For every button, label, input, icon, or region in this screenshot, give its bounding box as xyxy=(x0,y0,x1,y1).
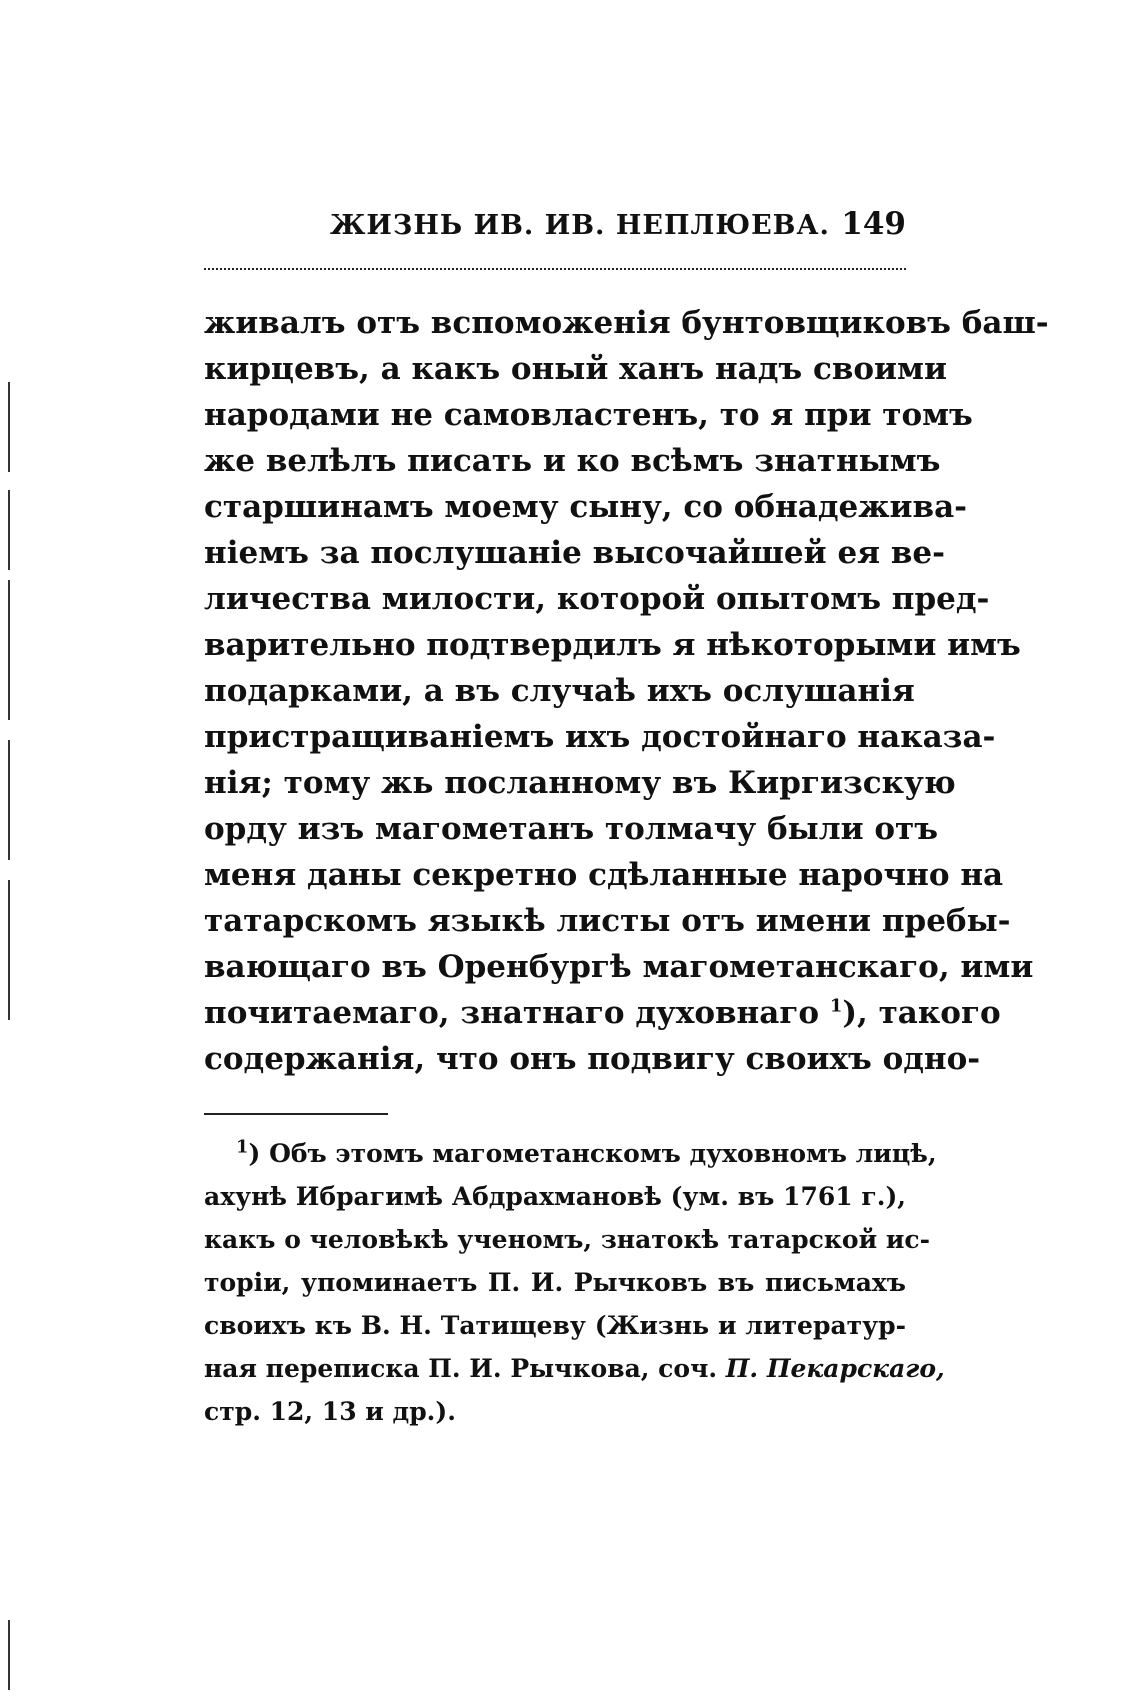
page-number: 149 xyxy=(841,206,906,242)
footnote-reference: 1 xyxy=(829,995,843,1017)
margin-scan-mark xyxy=(8,580,10,720)
margin-scan-mark xyxy=(8,740,10,860)
margin-scan-mark xyxy=(8,490,10,570)
footnote-marker: 1 xyxy=(236,1136,249,1158)
header-rule xyxy=(204,268,906,270)
text-line: вающаго въ Оренбургѣ магометанскаго, ими xyxy=(204,949,1034,985)
footnote-line xyxy=(204,1132,937,1175)
footnote-line: своихъ къ В. Н. Татищеву (Жизнь и литератур- xyxy=(204,1311,906,1340)
footnote-line-plain: ная переписка П. И. Рычкова, соч. xyxy=(204,1354,726,1383)
margin-scan-mark xyxy=(8,1620,10,1690)
text-line: живалъ отъ вспоможенія бунтовщиковъ баш- xyxy=(204,305,1049,341)
text-line: народами не самовластенъ, то я при томъ xyxy=(204,397,973,433)
footnote xyxy=(204,1132,945,1433)
text-line: пристращиваніемъ ихъ достойнаго наказа- xyxy=(204,719,996,755)
footnote-line: стр. 12, 13 и др.). xyxy=(204,1397,456,1426)
footnote-rule xyxy=(204,1113,388,1115)
text-line: татарскомъ языкѣ листы отъ имени пребы- xyxy=(204,903,1011,939)
text-line: же велѣлъ писать и ко всѣмъ знатнымъ xyxy=(204,443,941,479)
text-line-tail: ), такого xyxy=(842,995,1001,1031)
text-line: нія; тому жь посланному въ Киргизскую xyxy=(204,765,956,801)
text-line-with-note-ref xyxy=(204,990,1001,1036)
footnote-author-italic: П. Пекарскаго, xyxy=(725,1354,945,1383)
text-line: личества милости, которой опытомъ пред- xyxy=(204,581,990,617)
margin-scan-mark xyxy=(8,880,10,1020)
text-line: кирцевъ, а какъ оный ханъ надъ своими xyxy=(204,351,947,387)
text-line: варительно подтвердилъ я нѣкоторыми имъ xyxy=(204,627,1021,663)
footnote-line: какъ о человѣкѣ ученомъ, знатокѣ татарской ис- xyxy=(204,1225,930,1254)
running-title: ЖИЗНЬ ИВ. ИВ. НЕПЛЮЕВА. xyxy=(330,210,830,241)
text-line: меня даны секретно сдѣланные нарочно на xyxy=(204,857,1004,893)
footnote-line: ахунѣ Ибрагимѣ Абдрахмановѣ (ум. въ 1761 г.), xyxy=(204,1182,906,1211)
footnote-line xyxy=(204,1347,945,1390)
page-header xyxy=(204,200,906,256)
footnote-line-text: ) Объ этомъ магометанскомъ духовномъ лицѣ, xyxy=(248,1139,937,1168)
margin-scan-mark xyxy=(8,382,10,472)
text-line: старшинамъ моему сыну, со обнадежива- xyxy=(204,489,968,525)
text-line: содержанія, что онъ подвигу своихъ одно- xyxy=(204,1041,981,1077)
text-line: подарками, а въ случаѣ ихъ ослушанія xyxy=(204,673,915,709)
body-text xyxy=(204,300,1049,1082)
text-line: ніемъ за послушаніе высочайшей ея ве- xyxy=(204,535,945,571)
footnote-line: торіи, упоминаетъ П. И. Рычковъ въ письмахъ xyxy=(204,1268,906,1297)
text-line-head: почитаемаго, знатнаго духовнаго xyxy=(204,995,820,1031)
text-line: орду изъ магометанъ толмачу были отъ xyxy=(204,811,939,847)
